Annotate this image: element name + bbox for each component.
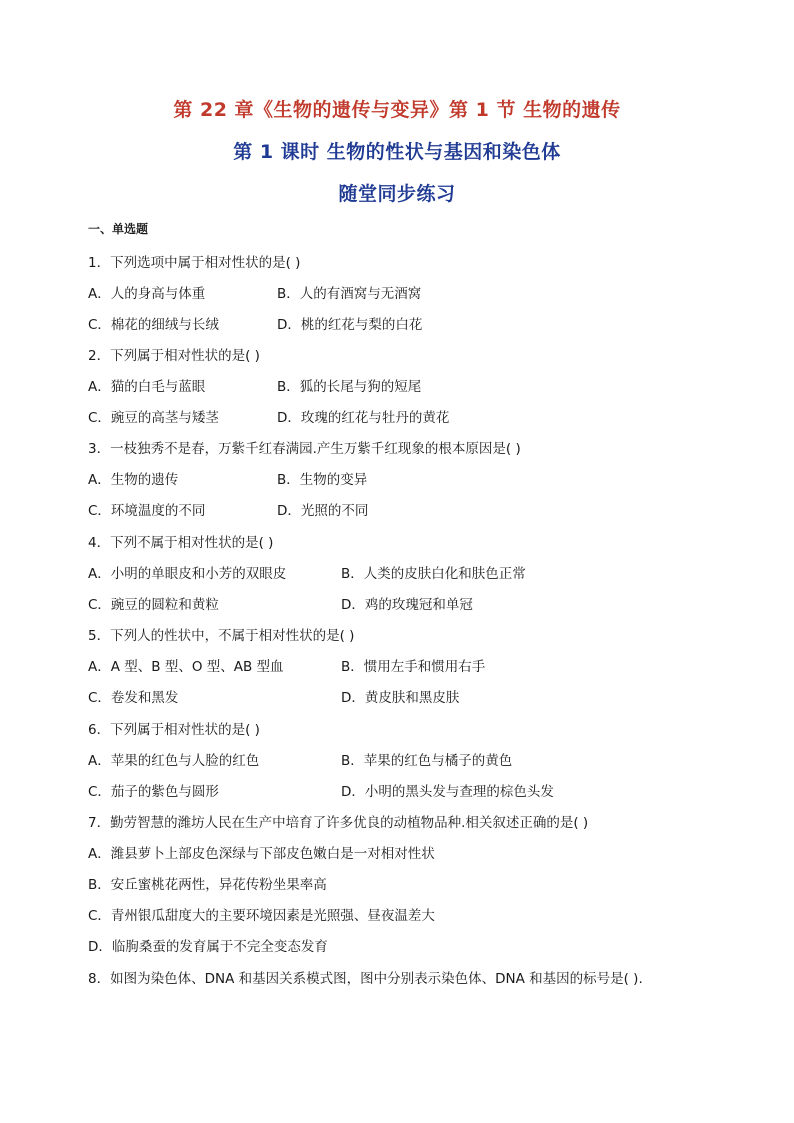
question-3-option-c: C．环境温度的不同 (88, 503, 206, 519)
question-2-option-b: B．狐的长尾与狗的短尾 (277, 379, 422, 395)
question-4-option-c: C．豌豆的圆粒和黄粒 (88, 597, 219, 613)
question-8-stem: 8．如图为染色体、DNA 和基因关系模式图，图中分别表示染色体、DNA 和基因的标号是( ). (88, 971, 643, 987)
question-1-stem: 1．下列选项中属于相对性状的是( ) (88, 255, 301, 271)
question-5-option-b: B．惯用左手和惯用右手 (341, 659, 486, 675)
question-6-option-a: A．苹果的红色与人脸的红色 (88, 753, 260, 769)
question-1-option-d: D．桃的红花与梨的白花 (277, 317, 423, 333)
question-4-option-d: D．鸡的玫瑰冠和单冠 (341, 597, 473, 613)
chapter-title: 第 22 章《生物的遗传与变异》第 1 节 生物的遗传 (173, 99, 621, 121)
question-3-option-d: D．光照的不同 (277, 503, 369, 519)
question-3-option-b: B．生物的变异 (277, 472, 368, 488)
question-6-option-c: C．茄子的紫色与圆形 (88, 784, 219, 800)
question-2-option-c: C．豌豆的高茎与矮茎 (88, 410, 219, 426)
question-1-option-b: B．人的有酒窝与无酒窝 (277, 286, 422, 302)
question-2-option-a: A．猫的白毛与蓝眼 (88, 379, 206, 395)
question-4-option-b: B．人类的皮肤白化和肤色正常 (341, 566, 526, 582)
question-2-option-d: D．玫瑰的红花与牡丹的黄花 (277, 410, 450, 426)
question-3-stem: 3．一枝独秀不是春，万紫千红春满园.产生万紫千红现象的根本原因是( ) (88, 441, 521, 457)
question-6-option-b: B．苹果的红色与橘子的黄色 (341, 753, 513, 769)
question-5-option-d: D．黄皮肤和黑皮肤 (341, 690, 460, 706)
question-4-stem: 4．下列不属于相对性状的是( ) (88, 535, 274, 551)
question-6-stem: 6．下列属于相对性状的是( ) (88, 722, 260, 738)
question-5-stem: 5．下列人的性状中，不属于相对性状的是( ) (88, 628, 355, 644)
question-2-stem: 2．下列属于相对性状的是( ) (88, 348, 260, 364)
question-1-option-c: C．棉花的细绒与长绒 (88, 317, 219, 333)
question-5-option-c: C．卷发和黑发 (88, 690, 179, 706)
exercise-title: 随堂同步练习 (338, 183, 456, 205)
section-heading: 一、单选题 (88, 222, 149, 236)
question-7-stem: 7．勤劳智慧的潍坊人民在生产中培育了许多优良的动植物品种.相关叙述正确的是( ) (88, 815, 589, 831)
question-4-option-a: A．小明的单眼皮和小芳的双眼皮 (88, 566, 287, 582)
question-7-option-c: C．青州银瓜甜度大的主要环境因素是光照强、昼夜温差大 (88, 908, 435, 924)
question-5-option-a: A．A 型、B 型、O 型、AB 型血 (88, 659, 284, 675)
question-3-option-a: A．生物的遗传 (88, 472, 179, 488)
question-7-option-d: D．临朐桑蚕的发育属于不完全变态发育 (88, 939, 328, 955)
question-7-option-b: B．安丘蜜桃花两性，异花传粉坐果率高 (88, 877, 327, 893)
question-7-option-a: A．潍县萝卜上部皮色深绿与下部皮色嫩白是一对相对性状 (88, 846, 435, 862)
question-1-option-a: A．人的身高与体重 (88, 286, 206, 302)
question-6-option-d: D．小明的黑头发与查理的棕色头发 (341, 784, 554, 800)
lesson-title: 第 1 课时 生物的性状与基因和染色体 (233, 141, 561, 163)
